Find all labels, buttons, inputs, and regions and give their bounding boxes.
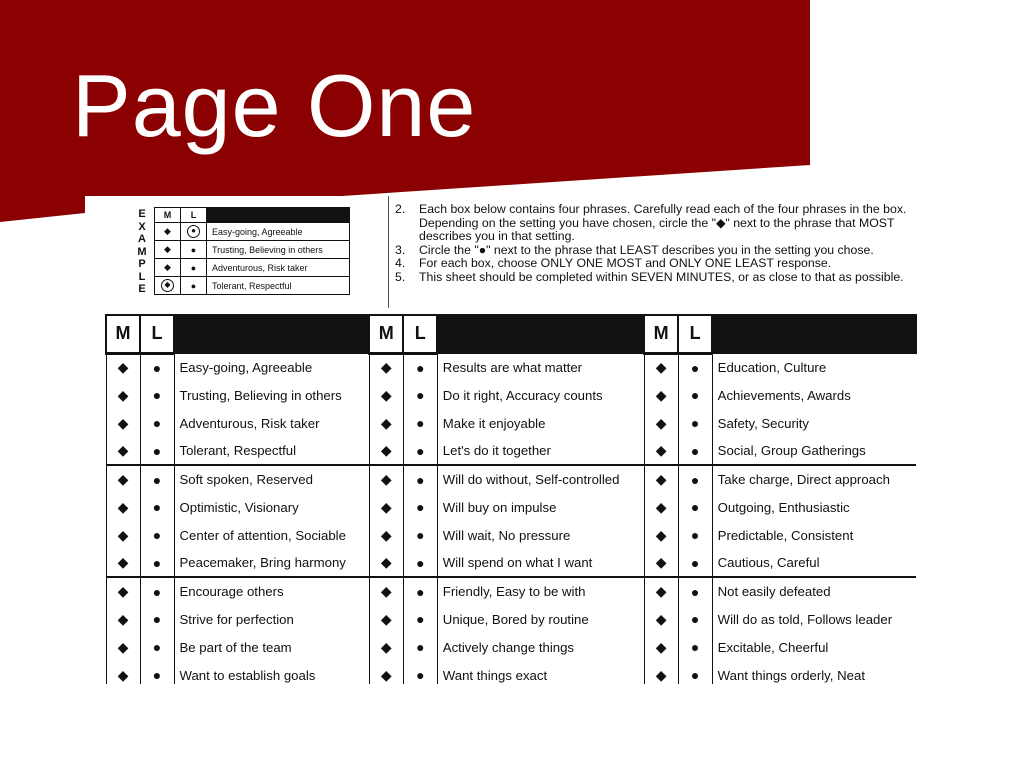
example-most-cell[interactable] [155, 259, 181, 277]
phrase-text: Results are what matter [437, 353, 644, 381]
grid-row [106, 605, 916, 633]
least-dot-icon[interactable]: ● [403, 633, 437, 661]
grid-row [106, 465, 916, 493]
instruction-line [395, 217, 914, 231]
most-diamond-icon[interactable]: ◆ [644, 437, 678, 465]
least-dot-icon[interactable]: ● [403, 577, 437, 605]
least-dot-icon[interactable]: ● [140, 353, 174, 381]
example-phrase: Easy-going, Agreeable [207, 223, 350, 241]
instruction-number [395, 230, 419, 244]
instruction-text: Circle the "●" next to the phrase that LEAST describes you in the setting you chose. [419, 242, 874, 257]
symbol: ● [190, 280, 197, 291]
most-diamond-icon[interactable]: ◆ [369, 661, 403, 684]
column-header-least: L [403, 315, 437, 353]
example-phrase: Trusting, Believing in others [207, 241, 350, 259]
example-letter: M [137, 245, 147, 258]
least-dot-icon[interactable]: ● [403, 521, 437, 549]
least-dot-icon[interactable]: ● [140, 381, 174, 409]
column-header-most: M [106, 315, 140, 353]
symbol: ◆ [164, 226, 171, 236]
most-diamond-icon[interactable]: ◆ [644, 605, 678, 633]
phrase-text: Want to establish goals [174, 661, 369, 684]
most-diamond-icon[interactable]: ◆ [369, 437, 403, 465]
most-diamond-icon[interactable]: ◆ [644, 633, 678, 661]
least-dot-icon[interactable]: ● [140, 465, 174, 493]
most-diamond-icon[interactable]: ◆ [106, 493, 140, 521]
instruction-number: 5. [395, 269, 406, 284]
least-dot-icon[interactable]: ● [140, 549, 174, 577]
phrase-text: Easy-going, Agreeable [174, 353, 369, 381]
least-dot-icon[interactable]: ● [140, 437, 174, 465]
column-header-bar [174, 315, 369, 353]
column-header-most: M [644, 315, 678, 353]
least-dot-icon[interactable]: ● [678, 605, 712, 633]
phrase-text: Friendly, Easy to be with [437, 577, 644, 605]
instruction-text: For each box, choose ONLY ONE MOST and ONLY ONE LEAST response. [419, 256, 832, 271]
phrase-text: Adventurous, Risk taker [174, 409, 369, 437]
least-dot-icon[interactable]: ● [140, 633, 174, 661]
example-phrase: Tolerant, Respectful [207, 277, 350, 295]
example-most-cell[interactable] [155, 241, 181, 259]
most-diamond-icon[interactable]: ◆ [369, 633, 403, 661]
most-diamond-icon[interactable]: ◆ [644, 493, 678, 521]
phrase-text: Education, Culture [712, 353, 916, 381]
symbol: ◆ [164, 244, 171, 254]
grid-row [106, 353, 916, 381]
most-diamond-icon[interactable]: ◆ [369, 605, 403, 633]
instruction-number: 2. [395, 202, 406, 216]
phrase-text: Safety, Security [712, 409, 916, 437]
most-diamond-icon[interactable]: ◆ [106, 633, 140, 661]
most-diamond-icon[interactable]: ◆ [644, 409, 678, 437]
example-least-cell[interactable] [181, 241, 207, 259]
instruction-number: 4. [395, 256, 406, 271]
most-diamond-icon[interactable]: ◆ [369, 493, 403, 521]
most-diamond-icon[interactable]: ◆ [369, 381, 403, 409]
grid-row [106, 661, 916, 684]
example-row [155, 277, 350, 295]
most-diamond-icon[interactable]: ◆ [369, 549, 403, 577]
most-diamond-icon[interactable]: ◆ [369, 353, 403, 381]
scanned-worksheet [85, 196, 917, 684]
instruction-line [395, 203, 914, 217]
circled-symbol: ● [187, 225, 200, 238]
phrase-text: Will buy on impulse [437, 493, 644, 521]
example-row [155, 223, 350, 241]
most-diamond-icon[interactable]: ◆ [106, 549, 140, 577]
phrase-text: Predictable, Consistent [712, 521, 916, 549]
example-header-blank [207, 208, 350, 223]
example-phrase: Adventurous, Risk taker [207, 259, 350, 277]
example-row [155, 241, 350, 259]
least-dot-icon[interactable]: ● [678, 661, 712, 684]
example-letter: X [138, 220, 146, 233]
grid-row [106, 437, 916, 465]
least-dot-icon[interactable]: ● [140, 605, 174, 633]
most-diamond-icon[interactable]: ◆ [106, 381, 140, 409]
instructions-box [388, 196, 914, 308]
phrase-text: Want things exact [437, 661, 644, 684]
most-diamond-icon[interactable]: ◆ [644, 353, 678, 381]
least-dot-icon[interactable]: ● [678, 353, 712, 381]
phrase-text: Make it enjoyable [437, 409, 644, 437]
phrase-text: Peacemaker, Bring harmony [174, 549, 369, 577]
instruction-cut-line [395, 196, 914, 203]
instruction-line [395, 244, 914, 258]
instruction-text: describes you in that setting. [419, 229, 575, 244]
example-header-m: M [155, 208, 181, 223]
least-dot-icon[interactable]: ● [678, 577, 712, 605]
least-dot-icon[interactable]: ● [678, 493, 712, 521]
instruction-line [395, 230, 914, 244]
phrase-text: Trusting, Believing in others [174, 381, 369, 409]
least-dot-icon[interactable]: ● [140, 661, 174, 684]
most-diamond-icon[interactable]: ◆ [106, 661, 140, 684]
most-diamond-icon[interactable]: ◆ [644, 521, 678, 549]
example-header-l: L [181, 208, 207, 223]
symbol: ◆ [164, 262, 171, 272]
column-header-least: L [140, 315, 174, 353]
most-diamond-icon[interactable]: ◆ [644, 465, 678, 493]
phrase-text: Will do as told, Follows leader [712, 605, 916, 633]
least-dot-icon[interactable]: ● [140, 493, 174, 521]
example-letter: L [138, 270, 146, 283]
slide-title: Page One [72, 56, 477, 155]
most-diamond-icon[interactable]: ◆ [106, 353, 140, 381]
least-dot-icon[interactable]: ● [678, 549, 712, 577]
instruction-text: Each box below contains four phrases. Carefully read each of the four phrases in the box. [419, 202, 907, 216]
example-letter: A [138, 233, 146, 245]
least-dot-icon[interactable]: ● [678, 437, 712, 465]
phrase-text: Will wait, No pressure [437, 521, 644, 549]
least-dot-icon[interactable]: ● [140, 577, 174, 605]
grid-row [106, 549, 916, 577]
least-dot-icon[interactable]: ● [140, 409, 174, 437]
phrase-text: Strive for perfection [174, 605, 369, 633]
grid-row [106, 521, 916, 549]
most-diamond-icon[interactable]: ◆ [106, 577, 140, 605]
instruction-number: 3. [395, 242, 406, 257]
grid-row [106, 633, 916, 661]
least-dot-icon[interactable]: ● [403, 661, 437, 684]
phrase-text: Achievements, Awards [712, 381, 916, 409]
symbol: ● [190, 262, 197, 273]
phrase-text: Actively change things [437, 633, 644, 661]
phrase-grid [105, 314, 917, 684]
least-dot-icon[interactable]: ● [678, 409, 712, 437]
least-dot-icon[interactable]: ● [678, 381, 712, 409]
instruction-text: Depending on the setting you have chosen, circle the "◆" next to the phrase that MOST [419, 215, 895, 230]
most-diamond-icon[interactable]: ◆ [369, 577, 403, 605]
symbol: ● [190, 244, 197, 255]
example-most-cell[interactable] [155, 223, 181, 241]
least-dot-icon[interactable]: ● [678, 465, 712, 493]
instruction-line [395, 271, 914, 285]
least-dot-icon[interactable]: ● [403, 353, 437, 381]
instruction-line [395, 257, 914, 271]
example-vertical-label [135, 208, 149, 296]
phrase-text: Not easily defeated [712, 577, 916, 605]
example-letter: E [138, 208, 146, 220]
phrase-text: Do it right, Accuracy counts [437, 381, 644, 409]
least-dot-icon[interactable]: ● [678, 633, 712, 661]
example-least-cell[interactable] [181, 223, 207, 241]
phrase-text: Unique, Bored by routine [437, 605, 644, 633]
least-dot-icon[interactable]: ● [403, 437, 437, 465]
least-dot-icon[interactable]: ● [403, 549, 437, 577]
most-diamond-icon[interactable]: ◆ [106, 521, 140, 549]
phrase-text: Will do without, Self-controlled [437, 465, 644, 493]
column-header-most: M [369, 315, 403, 353]
circled-symbol: ◆ [161, 279, 174, 292]
least-dot-icon[interactable]: ● [140, 521, 174, 549]
phrase-text: Center of attention, Sociable [174, 521, 369, 549]
phrase-text: Be part of the team [174, 633, 369, 661]
most-diamond-icon[interactable]: ◆ [106, 437, 140, 465]
column-header-bar [437, 315, 644, 353]
most-diamond-icon[interactable]: ◆ [644, 381, 678, 409]
column-header-least: L [678, 315, 712, 353]
column-header-bar [712, 315, 916, 353]
least-dot-icon[interactable]: ● [403, 381, 437, 409]
phrase-text: Outgoing, Enthusiastic [712, 493, 916, 521]
grid-row [106, 493, 916, 521]
example-most-cell[interactable] [155, 277, 181, 295]
most-diamond-icon[interactable]: ◆ [369, 521, 403, 549]
phrase-text: Optimistic, Visionary [174, 493, 369, 521]
phrase-text: Encourage others [174, 577, 369, 605]
grid-row [106, 577, 916, 605]
least-dot-icon[interactable]: ● [403, 409, 437, 437]
least-dot-icon[interactable]: ● [403, 493, 437, 521]
example-letter: P [138, 258, 146, 270]
most-diamond-icon[interactable]: ◆ [369, 409, 403, 437]
most-diamond-icon[interactable]: ◆ [644, 661, 678, 684]
most-diamond-icon[interactable]: ◆ [106, 605, 140, 633]
most-diamond-icon[interactable]: ◆ [369, 465, 403, 493]
phrase-text: Take charge, Direct approach [712, 465, 916, 493]
grid-row [106, 381, 916, 409]
example-least-cell[interactable] [181, 277, 207, 295]
phrase-text: Excitable, Cheerful [712, 633, 916, 661]
example-table [154, 207, 350, 295]
most-diamond-icon[interactable]: ◆ [106, 465, 140, 493]
phrase-text: Tolerant, Respectful [174, 437, 369, 465]
phrase-text: Cautious, Careful [712, 549, 916, 577]
phrase-text: Social, Group Gatherings [712, 437, 916, 465]
most-diamond-icon[interactable]: ◆ [644, 549, 678, 577]
example-least-cell[interactable] [181, 259, 207, 277]
phrase-text: Will spend on what I want [437, 549, 644, 577]
phrase-text: Soft spoken, Reserved [174, 465, 369, 493]
instruction-number [395, 217, 419, 231]
most-diamond-icon[interactable]: ◆ [644, 577, 678, 605]
example-row [155, 259, 350, 277]
most-diamond-icon[interactable]: ◆ [106, 409, 140, 437]
grid-row [106, 409, 916, 437]
phrase-text: Want things orderly, Neat [712, 661, 916, 684]
least-dot-icon[interactable]: ● [403, 605, 437, 633]
least-dot-icon[interactable]: ● [678, 521, 712, 549]
example-letter: E [138, 283, 146, 295]
instruction-text: This sheet should be completed within SEVEN MINUTES, or as close to that as possible. [419, 269, 904, 284]
phrase-text: Let's do it together [437, 437, 644, 465]
least-dot-icon[interactable]: ● [403, 465, 437, 493]
